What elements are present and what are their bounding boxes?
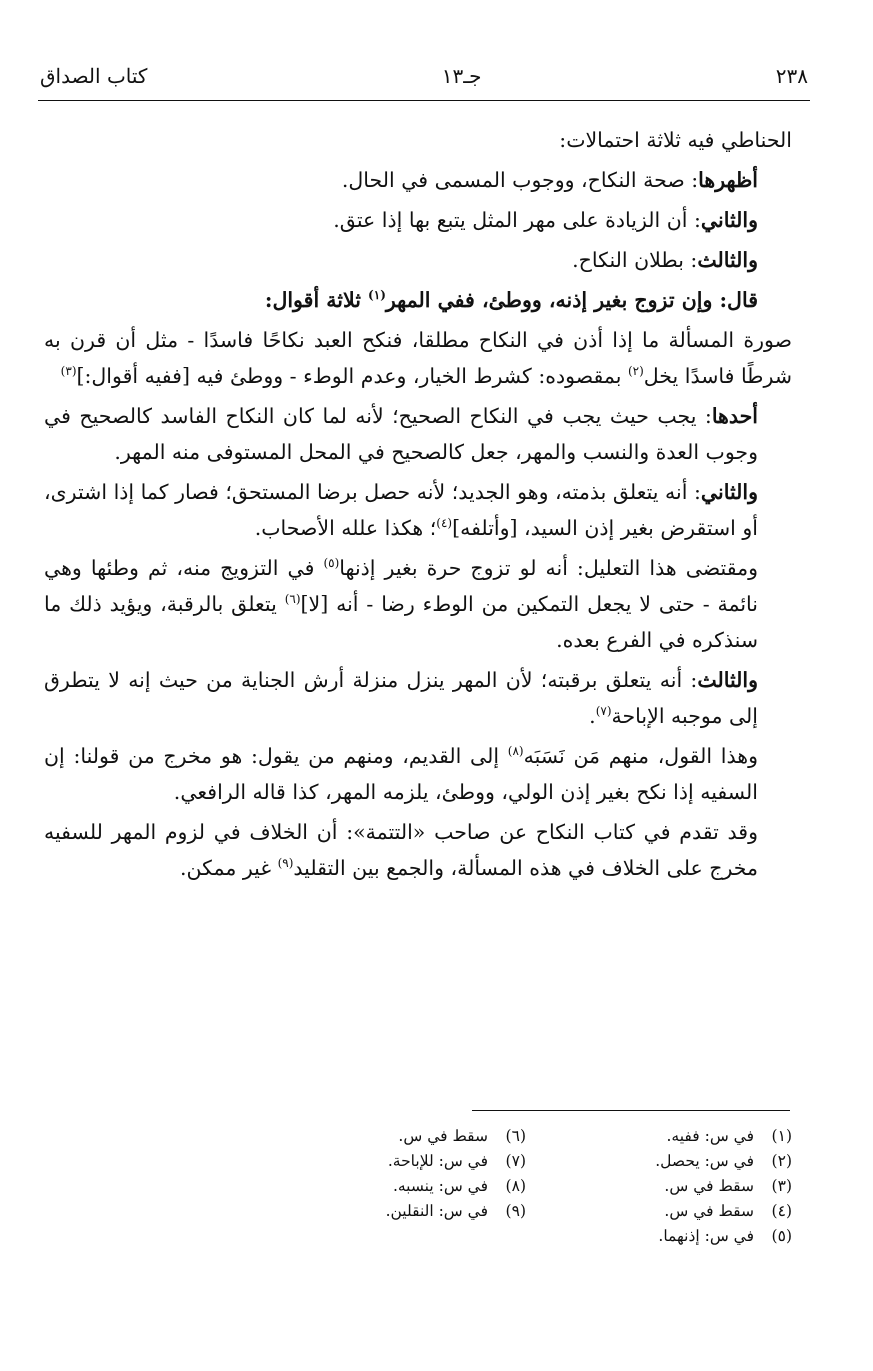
footnote-number: (١) <box>771 1127 792 1145</box>
footnote-number: (٩) <box>505 1202 526 1220</box>
footnote-divider <box>472 1110 790 1111</box>
footnote-ref: (٥) <box>323 556 340 571</box>
footnote-text: في س: ينسبه. <box>392 1177 488 1195</box>
paragraph-6 <box>44 322 792 394</box>
term-label: والثاني <box>700 208 758 232</box>
footnote-text: في س: للإباحة. <box>387 1152 488 1170</box>
footnote-item <box>526 1199 792 1224</box>
term-label: أحدها <box>711 404 758 428</box>
paragraph-text: وقد تقدم في كتاب النكاح عن صاحب «التتمة»: أن الخلاف في لزوم المهر للسفيه مخرج على الخلاف في هذه المسألة، والجمع بين التقليد <box>44 820 758 880</box>
book-title: كتاب الصداق <box>40 64 148 88</box>
footnote-item <box>526 1174 792 1199</box>
footnote-ref: (٧) <box>595 704 612 719</box>
footnote-ref: (٣) <box>60 364 77 379</box>
paragraph-3 <box>44 202 792 238</box>
term-label: والثاني <box>700 480 758 504</box>
footnote-number: (٤) <box>771 1202 792 1220</box>
paragraph-8 <box>44 474 792 546</box>
paragraph-text: غير ممكن. <box>180 856 272 880</box>
paragraph-text: ثلاثة أقوال: <box>264 288 361 312</box>
paragraph-text: بمقصوده: كشرط الخيار، وعدم الوطء - ووطئ فيه [ففيه أقوال:] <box>76 364 622 388</box>
footnote-number: (٧) <box>505 1152 526 1170</box>
paragraph-2 <box>44 162 792 198</box>
page-header <box>40 58 808 94</box>
footnote-item <box>526 1224 792 1249</box>
paragraph-text: : أن الزيادة على مهر المثل يتبع بها إذا عتق. <box>333 208 701 232</box>
paragraph-12 <box>44 814 792 886</box>
footnote-text: سقط في س. <box>664 1202 754 1220</box>
footnote-number: (٥) <box>771 1227 792 1245</box>
paragraph-text: إلى القديم، ومنهم من يقول: هو مخرج من قولنا: إن السفيه إذا نكح بغير إذن الولي، ووطئ، يلزمه المهر، كذا قاله الرافعي. <box>44 744 758 804</box>
footnote-ref: (٩) <box>277 856 294 871</box>
paragraph-text: ومقتضى هذا التعليل: أنه لو تزوج حرة بغير إذنها <box>339 556 758 580</box>
paragraph-text: وهذا القول، منهم مَن نَسَبَه <box>523 744 758 768</box>
paragraph-text: في التزويج منه، ثم وطئها وهي نائمة - حتى لا يجعل التمكين من الوطء رضا - أنه [لا] <box>44 556 758 616</box>
paragraph-text: يتعلق بالرقبة، ويؤيد ذلك ما سنذكره في الفرع بعده. <box>44 592 758 652</box>
paragraph-text: : يجب حيث يجب في النكاح الصحيح؛ لأنه لما كان النكاح الفاسد كالصحيح في وجوب العدة والنسب والمهر، جعل كالصحيح في المحل المستوفى منه المهر. <box>44 404 758 464</box>
footnote-ref: (٢) <box>627 364 644 379</box>
term-label: والثالث <box>697 248 758 272</box>
paragraph-text: : صحة النكاح، ووجوب المسمى في الحال. <box>341 168 699 192</box>
term-label: والثالث <box>697 668 758 692</box>
footnote-item <box>260 1199 526 1224</box>
footnote-item <box>260 1124 526 1149</box>
footnote-text: في س: النقلين. <box>385 1202 488 1220</box>
footnote-number: (٢) <box>771 1152 792 1170</box>
paragraph-9 <box>44 550 792 658</box>
paragraph-text: : بطلان النكاح. <box>572 248 698 272</box>
footnote-ref: (٤) <box>436 516 453 531</box>
footnotes <box>260 1124 792 1249</box>
footnote-number: (٦) <box>505 1127 526 1145</box>
footnote-text: في س: إذنهما. <box>658 1227 754 1245</box>
footnote-column-2 <box>260 1124 526 1249</box>
footnote-text: في س: يحصل. <box>655 1152 754 1170</box>
footnote-item <box>260 1149 526 1174</box>
paragraph-1: الحناطي فيه ثلاثة احتمالات: <box>559 128 792 152</box>
footnote-text: في س: ففيه. <box>666 1127 754 1145</box>
footnote-ref: (٦) <box>284 592 301 607</box>
paragraph-text: . <box>589 704 596 728</box>
paragraph-10 <box>44 662 792 734</box>
footnote-text: سقط في س. <box>664 1177 754 1195</box>
footnote-ref: (٨) <box>507 744 524 759</box>
footnote-item <box>526 1124 792 1149</box>
footnote-column-1 <box>526 1124 792 1249</box>
footnote-text: سقط في س. <box>398 1127 488 1145</box>
paragraph-11 <box>44 738 792 810</box>
footnote-item <box>526 1149 792 1174</box>
paragraph-text: صورة المسألة ما إذا أذن في النكاح مطلقا، فنكح العبد نكاحًا فاسدًا - مثل أن قرن به شرطًا فاسدًا يخل <box>44 328 792 388</box>
paragraph-4 <box>44 242 792 278</box>
term-label: أظهرها <box>698 168 758 192</box>
paragraph-text: ؛ هكذا علله الأصحاب. <box>254 516 437 540</box>
page-number: ٢٣٨ <box>775 64 808 88</box>
footnote-number: (٨) <box>505 1177 526 1195</box>
paragraph-7 <box>44 398 792 470</box>
paragraph-text: قال: وإن تزوج بغير إذنه، ووطئ، ففي المهر <box>385 288 758 312</box>
main-text <box>44 122 792 890</box>
paragraph-5 <box>44 282 792 318</box>
footnote-item <box>260 1174 526 1199</box>
header-divider <box>38 100 810 101</box>
footnote-ref: (١) <box>368 288 386 303</box>
paragraph-text: : أنه يتعلق بذمته، وهو الجديد؛ لأنه حصل برضا المستحق؛ فصار كما إذا اشترى، أو استقرض بغير إذن السيد، [وأتلفه] <box>44 480 758 540</box>
footnote-number: (٣) <box>771 1177 792 1195</box>
volume-label: جـ١٣ <box>441 64 482 88</box>
paragraph-text: : أنه يتعلق برقبته؛ لأن المهر ينزل منزلة أرش الجناية من حيث إنه لا يتطرق إلى موجبه الإباحة <box>44 668 758 728</box>
